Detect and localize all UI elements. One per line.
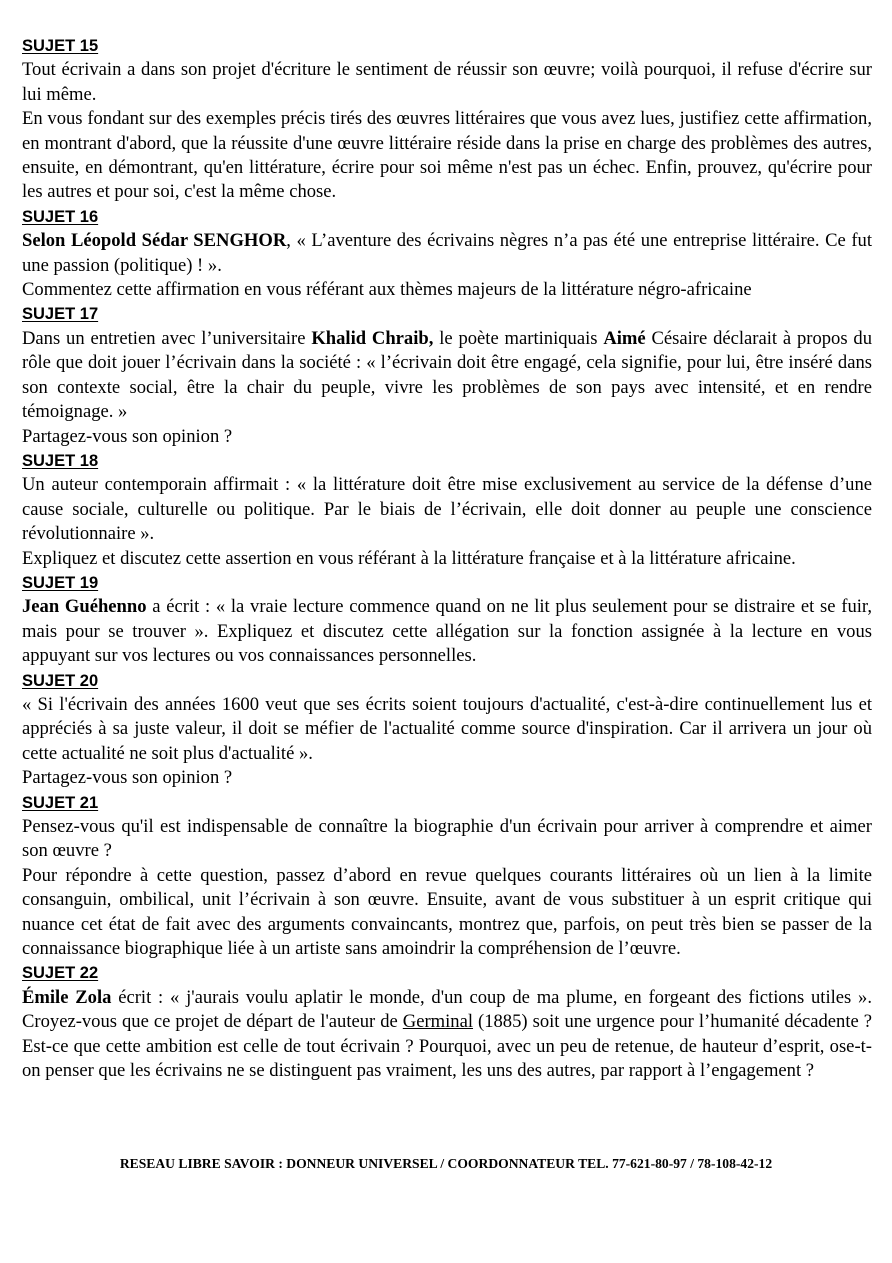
subject-paragraph — [22, 229, 872, 278]
text-run: a écrit : « la vraie lecture commence quand on ne lit plus seulement pour se distraire et se fuir, mais pour se trouver ». Expliquez et discutez cette allégation sur la fonction assignée à la lecture en vous appuyant sur vos lectures ou vos connaissances personnelles. — [22, 596, 873, 667]
text-run: le poète martiniquais — [433, 327, 604, 349]
subject-heading: SUJET 19 — [22, 573, 99, 592]
page-footer: RESEAU LIBRE SAVOIR : DONNEUR UNIVERSEL / COORDONNATEUR TEL. 77-621-80-97 / 78-108-42-12 — [119, 1156, 773, 1171]
subject-paragraph — [22, 107, 872, 205]
subject-paragraph — [22, 58, 872, 107]
text-run: Pensez-vous qu'il est indispensable de connaître la biographie d'un écrivain pour arriver à comprendre et aimer son œuvre ? — [22, 816, 872, 862]
subject-section — [22, 205, 872, 303]
subject-heading: SUJET 20 — [22, 671, 99, 690]
text-run: Césaire déclarait à propos du rôle que doit jouer l’écrivain dans la société : « l’écrivain doit être engagé, cela signifie, pour lui, être inséré dans son contexte social, être la chair du peuple, vivre les problèmes de son pays avec intensité, et en rendre témoignage. » — [22, 327, 872, 423]
subject-paragraph — [22, 815, 872, 864]
text-run: Tout écrivain a dans son projet d'écriture le sentiment de réussir son œuvre; voilà pourquoi, il refuse d'écrire sur lui même. — [22, 59, 872, 105]
bold-text: Émile Zola — [22, 986, 112, 1008]
subject-section — [22, 571, 872, 669]
bold-text: Jean Guéhenno — [22, 596, 147, 618]
subject-heading: SUJET 22 — [22, 964, 99, 983]
subject-paragraph — [22, 327, 872, 425]
subject-paragraph — [22, 595, 872, 668]
text-run: En vous fondant sur des exemples précis tirés des œuvres littéraires que vous avez lues, justifiez cette affirmation, en montrant d'abord, que la réussite d'une œuvre littéraire réside dans la prise en charge des problèmes des autres, ensuite, en démontrant, qu'en littérature, écrire pour soi même n'est pas un échec. Enfin, prouvez, qu'écrire pour les autres et pour soi, c'est la même chose. — [22, 108, 872, 203]
text-run: écrit : « j'aurais voulu aplatir le monde, d'un coup de ma plume, en forgeant des fictions utiles ». Croyez-vous que ce projet de départ de l'auteur de — [22, 986, 872, 1033]
subject-heading: SUJET 17 — [22, 305, 99, 324]
subject-paragraph — [22, 425, 872, 449]
subject-section — [22, 961, 872, 1083]
subject-section — [22, 449, 872, 571]
text-run: , « L’aventure des écrivains nègres n’a pas été une entreprise littéraire. Ce fut une passion (politique) ! ». — [22, 230, 872, 276]
subject-paragraph — [22, 864, 872, 962]
text-run: Partagez-vous son opinion ? — [22, 425, 233, 447]
subject-section — [22, 669, 872, 791]
subject-paragraph — [22, 986, 872, 1084]
bold-text: Aimé — [603, 327, 646, 349]
subject-paragraph — [22, 547, 872, 571]
subject-paragraph — [22, 693, 872, 766]
text-run: « Si l'écrivain des années 1600 veut que ses écrits soient toujours d'actualité, c'est-à-dire continuellement lus et appréciés à sa juste valeur, il doit se méfier de l'actualité comme source d'inspiration. Car il arrivera un jour où cette actualité ne soit plus d'actualité ». — [22, 693, 872, 764]
text-run: Partagez-vous son opinion ? — [22, 767, 233, 789]
subject-section — [22, 302, 872, 448]
subject-section — [22, 34, 872, 205]
subject-heading: SUJET 18 — [22, 451, 99, 470]
underlined-title: Germinal — [402, 1011, 474, 1033]
text-run: (1885) soit une urgence pour l’humanité décadente ? Est-ce que cette ambition est celle de tout écrivain ? Pourquoi, avec un peu de retenue, de hauteur d’esprit, ose-t-on penser que les écrivains ne se distinguent pas vraiment, les uns des autres, par rapport à l’engagement ? — [22, 1011, 872, 1082]
text-run: Commentez cette affirmation en vous référant aux thèmes majeurs de la littérature négro-africaine — [22, 279, 752, 301]
bold-text: Selon Léopold Sédar SENGHOR — [22, 230, 287, 252]
bold-text: Khalid Chraib, — [311, 327, 434, 349]
subject-heading: SUJET 21 — [22, 793, 99, 812]
subject-paragraph — [22, 473, 872, 546]
subject-paragraph — [22, 278, 872, 302]
subject-section — [22, 791, 872, 962]
text-run: Dans un entretien avec l’universitaire — [22, 327, 312, 349]
subject-paragraph — [22, 766, 872, 790]
document-body — [22, 34, 872, 1083]
text-run: Pour répondre à cette question, passez d’abord en revue quelques courants littéraires où un lien à la limite consanguin, ombilical, unit l’écrivain à son œuvre. Ensuite, avant de vous substituer à un esprit critique qui nuance cet état de fait avec des arguments convaincants, montrez que, parfois, on peut très bien se passer de la connaissance biographique liée à un artiste sans amoindrir la compréhension de l’œuvre. — [22, 864, 872, 960]
text-run: Expliquez et discutez cette assertion en vous référant à la littérature française et à la littérature africaine. — [22, 547, 796, 569]
text-run: Un auteur contemporain affirmait : « la littérature doit être mise exclusivement au service de la défense d’une cause sociale, culturelle ou politique. Par le biais de l’écrivain, elle doit donner au peuple une conscience révolutionnaire ». — [22, 474, 872, 545]
subject-heading: SUJET 16 — [22, 207, 99, 226]
subject-heading: SUJET 15 — [22, 37, 99, 55]
